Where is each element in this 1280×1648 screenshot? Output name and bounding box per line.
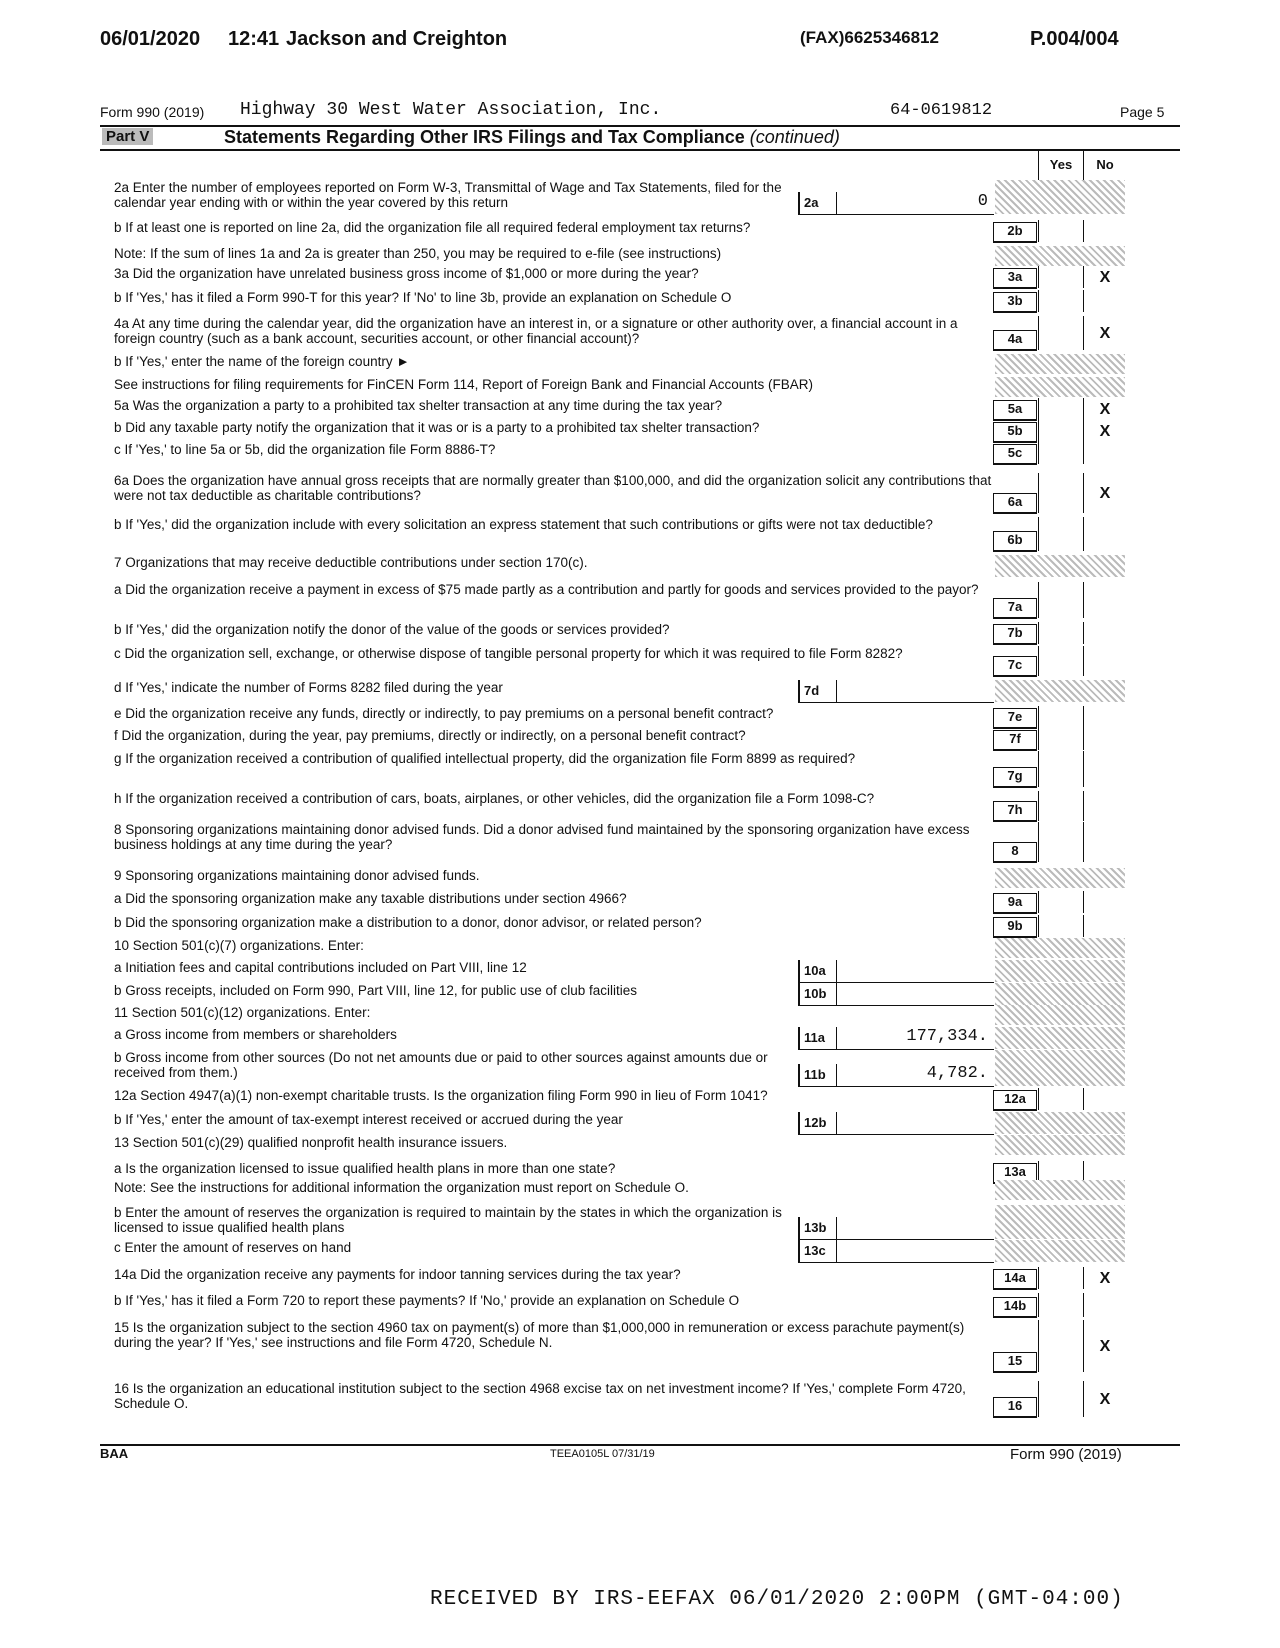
row-text: b Did the sponsoring organization make a distribution to a donor, donor advisor, or related person? [114, 915, 702, 930]
yes-checkbox[interactable] [1038, 915, 1083, 937]
yes-checkbox[interactable] [1038, 266, 1083, 288]
shaded-cell [995, 180, 1125, 214]
no-checkbox[interactable] [1083, 220, 1126, 242]
part-header [100, 125, 1180, 151]
inner-line-amount[interactable]: 4,782. [926, 1064, 988, 1083]
row-text: a Is the organization licensed to issue qualified health plans in more than one state? [114, 1161, 616, 1176]
no-checkbox[interactable] [1083, 646, 1126, 676]
page-number: Page 5 [1120, 104, 1165, 120]
fax-header [100, 24, 1180, 58]
row-text: a Did the organization receive a payment in excess of $75 made partly as a contribution and partly for goods and services provided to the payor? [114, 582, 979, 597]
no-checkbox[interactable]: X [1083, 473, 1126, 513]
form-row [100, 517, 1180, 551]
form-row [100, 622, 1180, 644]
no-checkbox[interactable] [1083, 728, 1126, 750]
row-text: f Did the organization, during the year, pay premiums, directly or indirectly, on a personal benefit contract? [114, 728, 746, 743]
line-number: 7c [993, 656, 1037, 677]
row-text: See instructions for filing requirements for FinCEN Form 114, Report of Foreign Bank and Financial Accounts (FBAR) [114, 377, 814, 392]
yes-checkbox[interactable] [1038, 1088, 1083, 1110]
form-row [100, 891, 1180, 913]
yes-checkbox[interactable] [1038, 822, 1083, 862]
no-checkbox[interactable]: X [1083, 1320, 1126, 1372]
fax-time: 12:41 [228, 28, 280, 50]
yes-checkbox[interactable] [1038, 728, 1083, 750]
received-stamp: RECEIVED BY IRS-EEFAX 06/01/2020 2:00PM (GMT-04:00) [430, 1588, 1124, 1611]
inner-line-amount[interactable]: 0 [977, 192, 988, 211]
no-checkbox[interactable] [1083, 582, 1126, 618]
row-text: b Did any taxable party notify the organization that it was or is a party to a prohibited tax shelter transaction? [114, 420, 760, 435]
inner-line-label: 10a [804, 963, 826, 978]
shaded-cell [995, 1135, 1125, 1155]
form-row [100, 822, 1180, 862]
form-row [100, 1088, 1180, 1110]
row-text: d If 'Yes,' indicate the number of Forms 8282 filed during the year [114, 680, 503, 695]
form-row [100, 1320, 1180, 1372]
line-number: 7b [993, 624, 1037, 645]
line-number: 5b [993, 422, 1037, 443]
no-checkbox[interactable] [1083, 751, 1126, 787]
yes-checkbox[interactable] [1038, 442, 1083, 464]
form-header [100, 102, 1180, 124]
part-tag: Part V [102, 128, 153, 145]
form-row [100, 555, 1180, 577]
inner-line-divider [836, 1217, 837, 1239]
no-checkbox[interactable] [1083, 290, 1126, 312]
shaded-cell [995, 938, 1125, 958]
form-row [100, 868, 1180, 888]
line-number: 13a [993, 1163, 1037, 1184]
form-row [100, 960, 1180, 982]
form-row [100, 377, 1180, 397]
yes-checkbox[interactable] [1038, 646, 1083, 676]
form-row [100, 1267, 1180, 1289]
no-column-header: No [1083, 150, 1126, 180]
inner-line-label: 12b [804, 1115, 827, 1130]
row-text: 11 Section 501(c)(12) organizations. Enter: [114, 1005, 371, 1020]
form-row [100, 582, 1180, 618]
row-text: 16 Is the organization an educational institution subject to the section 4968 excise tax on net investment income? If 'Yes,' complete Form 4720, Schedule O. [114, 1381, 966, 1411]
row-text: Note: See the instructions for additional information the organization must report on Schedule O. [114, 1180, 689, 1195]
no-checkbox[interactable] [1083, 442, 1126, 464]
line-number: 14b [993, 1297, 1037, 1318]
yes-checkbox[interactable] [1038, 473, 1083, 513]
form-row [100, 1240, 1180, 1262]
form-row [100, 420, 1180, 442]
inner-line-label: 13b [804, 1220, 827, 1235]
line-number: 5a [993, 400, 1037, 421]
organization-name: Highway 30 West Water Association, Inc. [240, 100, 662, 120]
row-text: b If 'Yes,' did the organization include with every solicitation an express statement that such contributions or gifts were not tax deductible? [114, 517, 933, 532]
no-checkbox[interactable]: X [1083, 398, 1126, 420]
form-row [100, 1005, 1180, 1025]
line-number: 9b [993, 917, 1037, 938]
form-row [100, 290, 1180, 312]
inner-line-box [798, 983, 994, 1006]
row-text: c Enter the amount of reserves on hand [114, 1240, 352, 1255]
row-text: 4a At any time during the calendar year, did the organization have an interest in, or a signature or other authority over, a financial account in a foreign country (such as a bank account, securities account, or other financial account)? [114, 316, 958, 346]
form-row [100, 983, 1180, 1005]
form-row [100, 442, 1180, 464]
shaded-cell [995, 680, 1125, 702]
form-number: Form 990 (2019) [100, 104, 205, 120]
line-number: 7a [993, 598, 1037, 619]
line-number: 5c [993, 444, 1037, 465]
yes-checkbox[interactable] [1038, 316, 1083, 350]
no-checkbox[interactable] [1083, 1293, 1126, 1317]
inner-line-divider [836, 1064, 837, 1086]
row-text: b Gross receipts, included on Form 990, Part VIII, line 12, for public use of club facilities [114, 983, 637, 998]
inner-line-label: 7d [804, 683, 820, 698]
form-row [100, 246, 1180, 266]
row-text: 10 Section 501(c)(7) organizations. Enter: [114, 938, 364, 953]
form-row [100, 354, 1180, 374]
inner-line-box [798, 680, 994, 703]
row-text: 15 Is the organization subject to the section 4960 tax on payment(s) of more than $1,000,000 in remuneration or excess parachute payment(s) during the year? If 'Yes,' see instructions and file Form 4720, Schedule N. [114, 1320, 965, 1350]
shaded-cell [995, 960, 1125, 982]
inner-line-divider [836, 983, 837, 1005]
form-row [100, 938, 1180, 958]
line-number: 3b [993, 292, 1037, 313]
inner-line-divider [836, 192, 837, 214]
yes-checkbox[interactable] [1038, 706, 1083, 728]
line-number: 7h [993, 801, 1037, 822]
form-row [100, 751, 1180, 787]
row-text: b If at least one is reported on line 2a, did the organization file all required federal employment tax returns? [114, 220, 751, 235]
row-text: 12a Section 4947(a)(1) non-exempt charitable trusts. Is the organization filing Form 990 in lieu of Form 1041? [114, 1088, 768, 1103]
no-checkbox[interactable] [1083, 706, 1126, 728]
line-number: 6b [993, 531, 1037, 552]
no-checkbox[interactable] [1083, 915, 1126, 937]
line-number: 3a [993, 268, 1037, 289]
yes-column-header: Yes [1038, 150, 1083, 180]
part-title: Statements Regarding Other IRS Filings and Tax Compliance (continued) [224, 127, 840, 147]
inner-line-label: 2a [804, 195, 819, 210]
yes-checkbox[interactable] [1038, 1381, 1083, 1417]
form-row [100, 791, 1180, 821]
form-code: TEEA0105L 07/31/19 [550, 1448, 655, 1460]
baa-label: BAA [100, 1446, 129, 1461]
row-text: 3a Did the organization have unrelated business gross income of $1,000 or more during the year? [114, 266, 699, 281]
inner-line-label: 11b [804, 1067, 826, 1082]
form-row [100, 680, 1180, 702]
no-checkbox[interactable] [1083, 891, 1126, 913]
inner-line-label: 10b [804, 986, 827, 1001]
yes-checkbox[interactable] [1038, 791, 1083, 821]
row-text: b Enter the amount of reserves the organization is required to maintain by the states in which the organization is licensed to issue qualified health plans [114, 1205, 782, 1235]
no-checkbox[interactable]: X [1083, 420, 1126, 442]
row-text: e Did the organization receive any funds, directly or indirectly, to pay premiums on a personal benefit contract? [114, 706, 774, 721]
form-row [100, 1050, 1180, 1086]
inner-line-divider [836, 1027, 837, 1049]
row-text: b If 'Yes,' enter the amount of tax-exempt interest received or accrued during the year [114, 1112, 623, 1127]
form-row [100, 1180, 1180, 1200]
yes-checkbox[interactable] [1038, 582, 1083, 618]
no-checkbox[interactable] [1083, 1088, 1126, 1110]
yes-checkbox[interactable] [1038, 622, 1083, 644]
inner-line-box [798, 1240, 994, 1263]
row-text: a Initiation fees and capital contributions included on Part VIII, line 12 [114, 960, 527, 975]
shaded-cell [995, 1180, 1125, 1200]
yes-checkbox[interactable] [1038, 1320, 1083, 1372]
row-text: b If 'Yes,' has it filed a Form 990-T for this year? If 'No' to line 3b, provide an explanation on Schedule O [114, 290, 732, 305]
row-text: 14a Did the organization receive any payments for indoor tanning services during the tax year? [114, 1267, 681, 1282]
shaded-cell [995, 1205, 1125, 1239]
shaded-cell [995, 983, 1125, 1005]
line-number: 7g [993, 767, 1037, 788]
inner-line-divider [836, 1240, 837, 1262]
yes-checkbox[interactable] [1038, 1267, 1083, 1289]
form-row [100, 266, 1180, 288]
row-text: 6a Does the organization have annual gross receipts that are normally greater than $100,000, and did the organization solicit any contributions that were not tax deductible as charitable contributions? [114, 473, 992, 503]
inner-line-divider [836, 960, 837, 982]
row-text: c Did the organization sell, exchange, or otherwise dispose of tangible personal property for which it was required to file Form 8282? [114, 646, 903, 661]
form-row [100, 1293, 1180, 1317]
line-number: 7e [993, 708, 1037, 729]
shaded-cell [995, 868, 1125, 888]
line-number: 9a [993, 893, 1037, 914]
form-footer-label: Form 990 (2019) [1010, 1446, 1122, 1463]
no-checkbox[interactable] [1083, 622, 1126, 644]
shaded-cell [995, 555, 1125, 577]
form-row [100, 398, 1180, 420]
form-row [100, 646, 1180, 676]
row-text: 9 Sponsoring organizations maintaining donor advised funds. [114, 868, 480, 883]
inner-line-divider [836, 680, 837, 702]
inner-line-divider [836, 1112, 837, 1134]
no-checkbox[interactable]: X [1083, 1381, 1126, 1417]
inner-line-label: 13c [804, 1243, 826, 1258]
form-row [100, 1205, 1180, 1239]
line-number: 7f [993, 730, 1037, 751]
fax-sender: Jackson and Creighton [286, 28, 508, 50]
shaded-cell [995, 354, 1125, 374]
fax-page: P.004/004 [1030, 28, 1119, 50]
inner-line-box [798, 1112, 994, 1135]
row-text: 13 Section 501(c)(29) qualified nonprofit health insurance issuers. [114, 1135, 508, 1150]
yes-checkbox[interactable] [1038, 517, 1083, 551]
form-row [100, 1027, 1180, 1049]
inner-line-amount[interactable]: 177,334. [906, 1027, 988, 1046]
no-checkbox[interactable]: X [1083, 1267, 1126, 1289]
row-text: b If 'Yes,' has it filed a Form 720 to report these payments? If 'No,' provide an explanation on Schedule O [114, 1293, 740, 1308]
yes-checkbox[interactable] [1038, 1293, 1083, 1317]
no-checkbox[interactable] [1083, 517, 1126, 551]
form-row [100, 180, 1180, 214]
form-row [100, 473, 1180, 513]
row-text: h If the organization received a contribution of cars, boats, airplanes, or other vehicles, did the organization file a Form 1098-C? [114, 791, 875, 806]
fax-date: 06/01/2020 [100, 28, 201, 50]
line-number: 6a [993, 493, 1037, 514]
inner-line-box [798, 960, 994, 983]
row-text: a Did the sponsoring organization make any taxable distributions under section 4966? [114, 891, 627, 906]
form-row [100, 316, 1180, 350]
yes-checkbox[interactable] [1038, 398, 1083, 420]
row-text: g If the organization received a contribution of qualified intellectual property, did the organization file Form 8899 as required? [114, 751, 856, 766]
no-checkbox[interactable]: X [1083, 266, 1126, 288]
no-checkbox[interactable] [1083, 791, 1126, 821]
form-row [100, 1381, 1180, 1417]
shaded-cell [995, 1050, 1125, 1086]
line-number: 4a [993, 330, 1037, 351]
row-text: b If 'Yes,' did the organization notify the donor of the value of the goods or services provided? [114, 622, 670, 637]
no-checkbox[interactable]: X [1083, 316, 1126, 350]
yes-checkbox[interactable] [1038, 420, 1083, 442]
form-row [100, 915, 1180, 937]
line-number: 12a [993, 1090, 1037, 1111]
yes-checkbox[interactable] [1038, 290, 1083, 312]
form-row [100, 728, 1180, 750]
row-text: 5a Was the organization a party to a prohibited tax shelter transaction at any time during the tax year? [114, 398, 723, 413]
form-row [100, 1135, 1180, 1155]
inner-line-box [798, 1217, 994, 1240]
row-text: c If 'Yes,' to line 5a or 5b, did the organization file Form 8886-T? [114, 442, 496, 457]
line-number: 15 [993, 1352, 1037, 1373]
row-text: a Gross income from members or shareholders [114, 1027, 397, 1042]
shaded-cell [995, 1005, 1125, 1025]
ein: 64-0619812 [890, 101, 993, 120]
row-text: 2a Enter the number of employees reported on Form W-3, Transmittal of Wage and Tax Statements, filed for the calendar year ending with or within the year covered by this return [114, 180, 782, 210]
shaded-cell [995, 1112, 1125, 1134]
shaded-cell [995, 1240, 1125, 1262]
no-checkbox[interactable] [1083, 822, 1126, 862]
form-row [100, 220, 1180, 242]
shaded-cell [995, 377, 1125, 397]
form-row [100, 1112, 1180, 1134]
fax-number: (FAX)6625346812 [800, 28, 939, 47]
yes-checkbox[interactable] [1038, 751, 1083, 787]
yes-checkbox[interactable] [1038, 220, 1083, 242]
row-text: 8 Sponsoring organizations maintaining donor advised funds. Did a donor advised fund maintained by the sponsoring organization have excess business holdings at any time during the year? [114, 822, 970, 852]
row-text: Note: If the sum of lines 1a and 2a is greater than 250, you may be required to e-file (see instructions) [114, 246, 722, 261]
row-text: b Gross income from other sources (Do not net amounts due or paid to other sources against amounts due or received from them.) [114, 1050, 768, 1080]
line-number: 8 [993, 842, 1037, 863]
shaded-cell [995, 1027, 1125, 1049]
line-number: 14a [993, 1269, 1037, 1290]
inner-line-label: 11a [804, 1030, 825, 1045]
form-footer [100, 1444, 1180, 1472]
form-row [100, 706, 1180, 728]
line-number: 16 [993, 1397, 1037, 1418]
line-number: 2b [993, 222, 1037, 243]
shaded-cell [995, 246, 1125, 266]
row-text: b If 'Yes,' enter the name of the foreign country ► [114, 354, 410, 369]
yes-checkbox[interactable] [1038, 891, 1083, 913]
row-text: 7 Organizations that may receive deductible contributions under section 170(c). [114, 555, 588, 570]
